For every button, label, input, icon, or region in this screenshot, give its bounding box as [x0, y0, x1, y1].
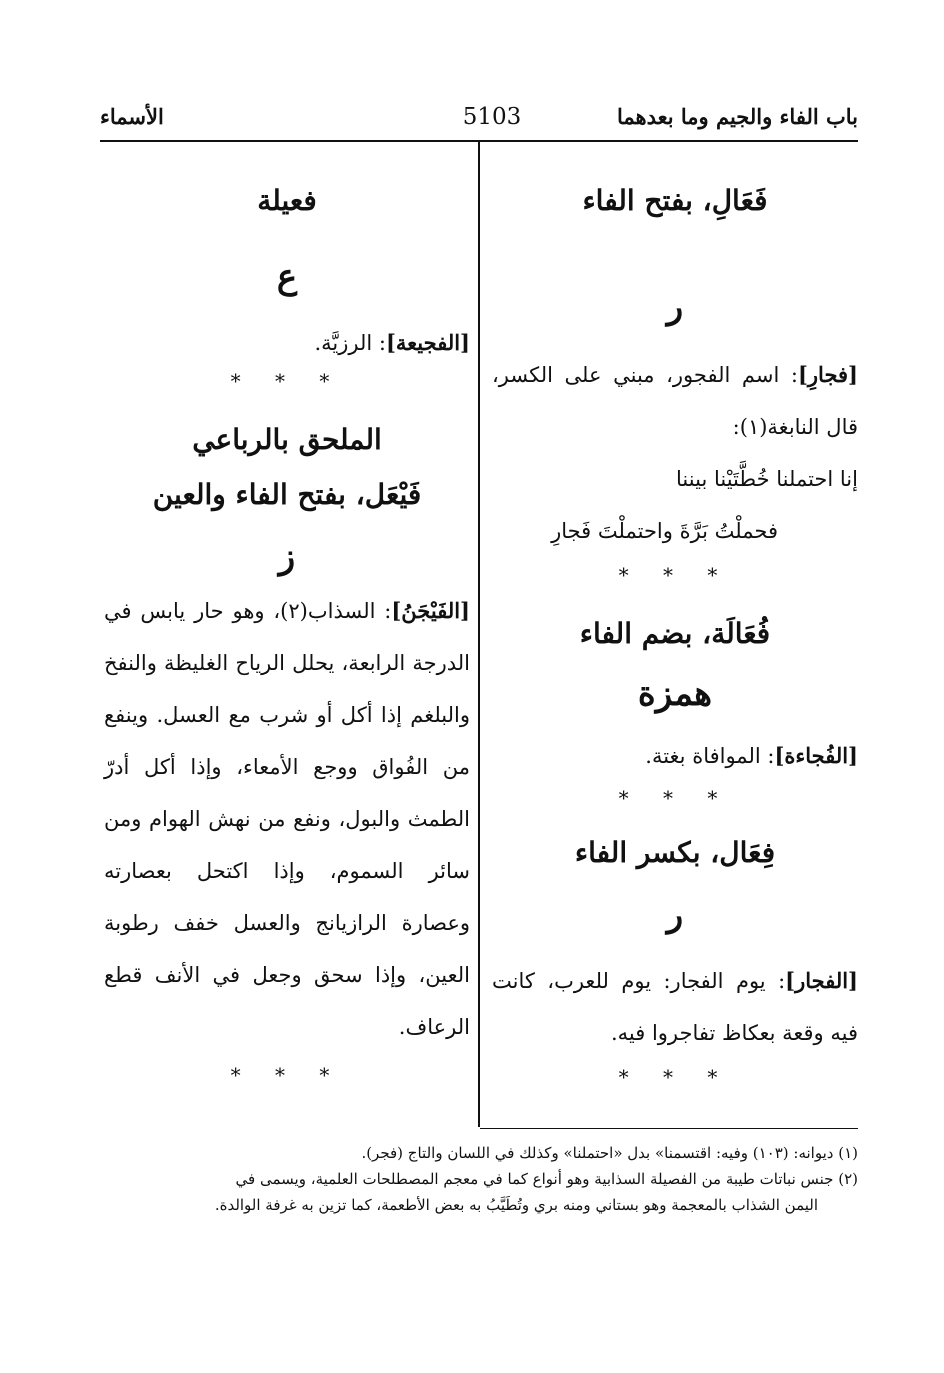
definition: : اسم الفجور، مبني على الكسر، قال النابغة(١):: [492, 363, 858, 439]
root-letter: ز: [278, 537, 296, 577]
root-letter: ر: [666, 287, 684, 327]
lemma: [الفجار]: [785, 968, 858, 993]
section-separator: * * *: [230, 1063, 344, 1087]
footnote-rule: [480, 1128, 858, 1129]
entry-fajia: [104, 317, 470, 369]
section-separator: * * *: [618, 563, 732, 587]
section-title: الأسماء: [100, 104, 164, 129]
section-heading: الملحق بالرباعي: [192, 423, 382, 456]
definition: : الموافاة بغتة.: [645, 744, 775, 768]
footnote-2: (٢) جنس نباتات طيبة من الفصيلة السذابية وهو أنواع كما في معجم المصطلحات العلمية، ويسمى في: [235, 1170, 858, 1188]
footnote-2-continuation: اليمن الشذاب بالمعجمة وهو بستاني ومنه بري وتُطَيَّبُ به بعض الأطعمة، كما تزين به غرفة الوالدة.: [214, 1196, 818, 1214]
lemma: [الفَيْجَنُ]: [391, 598, 470, 623]
section-separator: * * *: [230, 369, 344, 393]
pattern-heading: فعيلة: [257, 184, 317, 217]
entry-fayjan: [104, 585, 470, 1053]
definition: : الرزيَّة.: [314, 331, 386, 355]
definition: : السذاب(٢)، وهو حار يابس في الدرجة الرابعة، يحلل الرياح الغليظة والنفخ والبلغم إذا أكل أو شرب مع العسل. وينفع من الفُواق ووجع الأمعاء، وإذا أكل أدرّ الطمث والبول، ونفع من نهش الهوام ومن سائر السموم، وإذا اكتحل بعصارته وعصارة الرازيانج والعسل خفف رطوبة العين، وإذا سحق وجعل في الأنف قطع الرعاف.: [104, 599, 470, 1039]
right-column: [492, 170, 858, 1089]
chapter-title: باب الفاء والجيم وما بعدهما: [616, 104, 858, 129]
left-column: [104, 170, 470, 1087]
pattern-heading: فَيْعَل، بفتح الفاء والعين: [152, 478, 422, 511]
section-separator: * * *: [618, 1065, 732, 1089]
pattern-heading: فُعَالَة، بضم الفاء: [579, 617, 771, 650]
pattern-heading: فَعَالِ، بفتح الفاء: [582, 184, 768, 217]
root-letter: ر: [666, 895, 684, 935]
definition: : يوم الفجار: يوم للعرب، كانت فيه وقعة بعكاظ تفاجروا فيه.: [492, 969, 858, 1045]
entry-fijar: [492, 955, 858, 1059]
verse-line-2: فحملْتُ بَرَّةَ واحتملْتَ فَجارِ: [551, 519, 778, 543]
running-head: [100, 100, 858, 140]
footnotes: [104, 1140, 858, 1218]
footnote-1: (١) ديوانه: (١٠٣) وفيه: اقتسمنا» بدل «احتملنا» وكذلك في اللسان والتاج (فجر).: [361, 1144, 858, 1162]
pattern-heading: فِعَال، بكسر الفاء: [574, 836, 776, 869]
lemma: [الفُجاءة]: [774, 743, 858, 768]
column-divider: [478, 141, 480, 1127]
entry-fujar: [492, 349, 858, 453]
verse-line-1: إنا احتملنا خُطَّتَيْنا بيننا: [676, 467, 858, 491]
lemma: [فجارِ]: [797, 362, 858, 387]
entry-fujaa: [492, 730, 858, 782]
lemma: [الفجيعة]: [385, 330, 470, 355]
section-separator: * * *: [618, 786, 732, 810]
page-number: 5103: [462, 104, 522, 130]
root-letter: همزة: [637, 674, 713, 714]
root-letter: ع: [276, 257, 298, 297]
